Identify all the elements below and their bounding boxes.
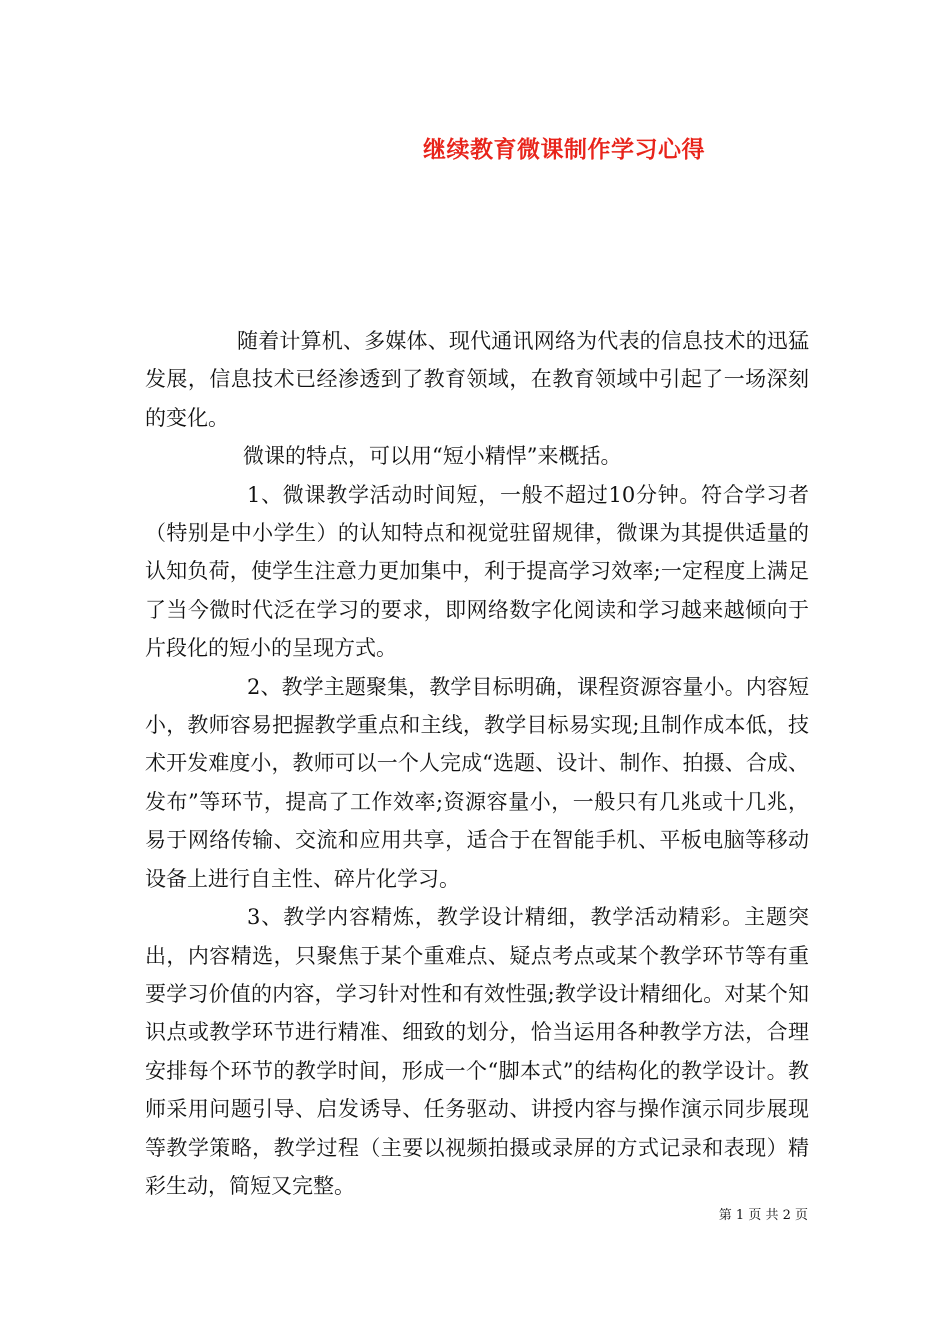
page-number: 第 1 页 共 2 页 <box>718 1208 808 1223</box>
document-title: 继续教育微课制作学习心得 <box>423 136 705 163</box>
paragraph-point-1: 1、微课教学活动时间短，一般不超过10分钟。符合学习者（特别是中小学生）的认知特点和视觉驻留规律，微课为其提供适量的认知负荷，使学生注意力更加集中，利于提高学习效率;一定程度上满足了当今微时代泛在学习的要求，即网络数字化阅读和学习越来越倾向于片段化的短小的呈现方式。 <box>145 482 809 661</box>
paragraph-features: 微课的特点，可以用“短小精悍”来概括。 <box>243 444 622 469</box>
paragraph-intro: 随着计算机、多媒体、现代通讯网络为代表的信息技术的迅猛发展，信息技术已经渗透到了教育领域，在教育领域中引起了一场深刻的变化。 <box>145 329 809 430</box>
paragraph-point-3: 3、教学内容精炼，教学设计精细，教学活动精彩。主题突出，内容精选，只聚焦于某个重难点、疑点考点或某个教学环节等有重要学习价值的内容，学习针对性和有效性强;教学设计精细化。对某个知识点或教学环节进行精准、细致的划分，恰当运用各种教学方法，合理安排每个环节的教学时间，形成一个“脚本式”的结构化的教学设计。教师采用问题引导、启发诱导、任务驱动、讲授内容与操作演示同步展现等教学策略，教学过程（主要以视频拍摄或录屏的方式记录和表现）精彩生动，简短又完整。 <box>145 905 809 1198</box>
document-body <box>145 322 809 1205</box>
paragraph-point-2: 2、教学主题聚集，教学目标明确，课程资源容量小。内容短小，教师容易把握教学重点和主线，教学目标易实现;且制作成本低，技术开发难度小，教师可以一个人完成“选题、设计、制作、拍摄、合成、发布”等环节，提高了工作效率;资源容量小，一般只有几兆或十几兆，易于网络传输、交流和应用共享，适合于在智能手机、平板电脑等移动设备上进行自主性、碎片化学习。 <box>145 674 809 891</box>
